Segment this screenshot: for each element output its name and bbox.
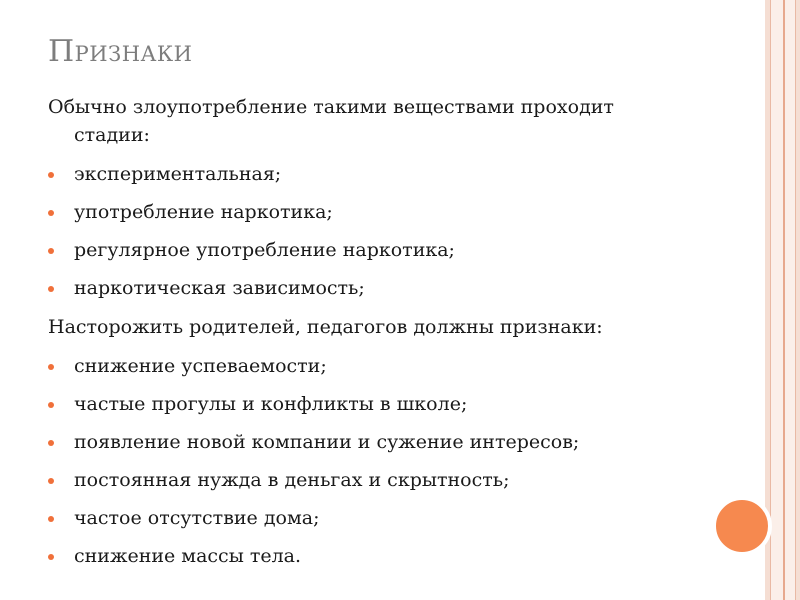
sign-text: постоянная нужда в деньгах и скрытность;: [74, 469, 510, 491]
bullet-icon: [48, 248, 54, 254]
bullet-icon: [48, 440, 54, 446]
list-item: [48, 429, 753, 455]
list-item: [48, 275, 753, 301]
decorative-border-line: [783, 0, 785, 600]
list-item: [48, 353, 753, 379]
sign-text: снижение массы тела.: [74, 545, 302, 567]
intro-line-2: стадии:: [74, 124, 150, 146]
bullet-icon: [48, 516, 54, 522]
bullet-icon: [48, 478, 54, 484]
bullet-icon: [48, 286, 54, 292]
stage-text: наркотическая зависимость;: [74, 277, 365, 299]
list-item: [48, 237, 753, 263]
bullet-icon: [48, 554, 54, 560]
warning-heading: Насторожить родителей, педагогов должны признаки:: [48, 316, 603, 338]
list-item: [48, 543, 753, 569]
sign-text: частое отсутствие дома;: [74, 507, 320, 529]
sign-text: частые прогулы и конфликты в школе;: [74, 393, 468, 415]
stage-text: употребление наркотика;: [74, 201, 333, 223]
list-item: [48, 199, 753, 225]
sign-text: появление новой компании и сужение интересов;: [74, 431, 580, 453]
slide-body: [48, 93, 753, 581]
stage-text: регулярное употребление наркотика;: [74, 239, 455, 261]
bullet-icon: [48, 402, 54, 408]
slide-title: Признаки: [48, 34, 193, 69]
bullet-icon: [48, 364, 54, 370]
stage-text: экспериментальная;: [74, 163, 282, 185]
list-item: [48, 467, 753, 493]
intro-line-1: Обычно злоупотребление такими веществами проходит: [48, 96, 614, 118]
intro-paragraph: [48, 93, 753, 149]
sign-text: снижение успеваемости;: [74, 355, 327, 377]
list-item: [48, 161, 753, 187]
list-item: [48, 391, 753, 417]
list-item: [48, 505, 753, 531]
bullet-icon: [48, 210, 54, 216]
bullet-icon: [48, 172, 54, 178]
